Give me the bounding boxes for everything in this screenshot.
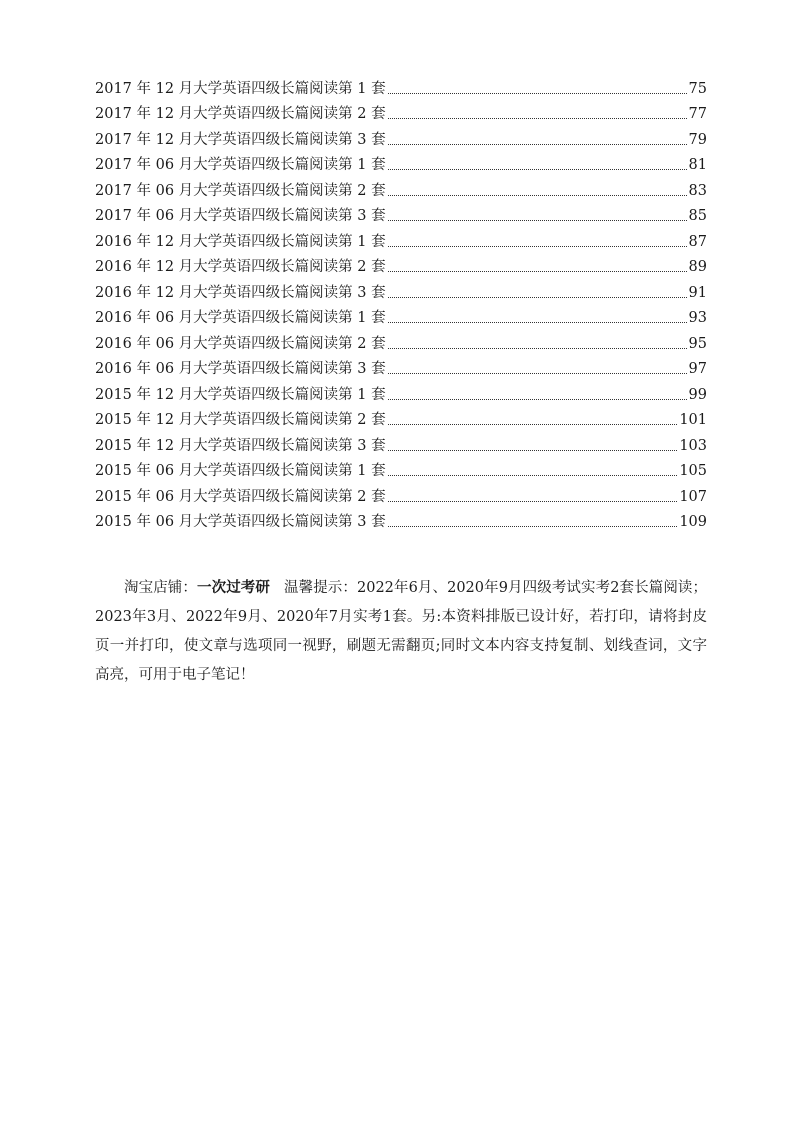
toc-entry-title: 2015 年 12 月大学英语四级长篇阅读第 2 套 [95,412,386,428]
toc-entry-page-number: 83 [688,182,707,199]
toc-dot-leader [388,449,678,451]
toc-dot-leader [388,423,678,425]
note-paragraph [95,574,707,690]
toc-entry[interactable] [95,225,707,251]
toc-entry[interactable] [95,327,707,353]
toc-dot-leader [388,117,687,119]
toc-entry[interactable] [95,429,707,455]
toc-entry[interactable] [95,174,707,200]
toc-entry-title: 2017 年 06 月大学英语四级长篇阅读第 3 套 [95,208,386,224]
toc-entry-page-number: 95 [688,335,707,352]
toc-entry-page-number: 105 [679,463,707,479]
toc-entry-title: 2017 年 12 月大学英语四级长篇阅读第 2 套 [95,106,386,122]
toc-entry-title: 2016 年 06 月大学英语四级长篇阅读第 2 套 [95,335,386,352]
toc-entry[interactable] [95,251,707,277]
toc-dot-leader [388,270,687,272]
toc-entry-title: 2016 年 12 月大学英语四级长篇阅读第 2 套 [95,259,386,275]
toc-dot-leader [388,245,687,247]
toc-entry-page-number: 101 [679,412,707,428]
toc-entry[interactable] [95,98,707,124]
toc-entry-page-number: 79 [688,131,707,148]
toc-dot-leader [388,474,678,476]
toc-entry[interactable] [95,404,707,430]
toc-entry-title: 2015 年 06 月大学英语四级长篇阅读第 1 套 [95,463,386,479]
toc-dot-leader [388,321,687,323]
toc-entry-page-number: 75 [688,80,707,97]
toc-entry[interactable] [95,72,707,98]
toc-entry-page-number: 93 [688,310,707,326]
toc-entry[interactable] [95,353,707,379]
toc-entry-title: 2017 年 12 月大学英语四级长篇阅读第 3 套 [95,131,386,148]
toc-entry-title: 2015 年 12 月大学英语四级长篇阅读第 1 套 [95,386,386,403]
toc-dot-leader [388,194,687,196]
table-of-contents [95,72,707,531]
toc-entry-title: 2016 年 06 月大学英语四级长篇阅读第 1 套 [95,310,386,326]
toc-entry-title: 2015 年 12 月大学英语四级长篇阅读第 3 套 [95,437,386,454]
toc-entry[interactable] [95,506,707,532]
toc-dot-leader [388,168,687,170]
toc-dot-leader [388,525,678,527]
toc-entry-title: 2017 年 12 月大学英语四级长篇阅读第 1 套 [95,80,386,97]
toc-dot-leader [388,143,687,145]
toc-entry-page-number: 109 [679,514,707,530]
shop-name: 一次过考研 [197,580,270,596]
shop-label: 淘宝店铺： [124,580,197,596]
toc-entry[interactable] [95,302,707,328]
tip-text: 温馨提示：2022年6月、2020年9月四级考试实考2套长篇阅读；2023年3月、2022年9月、2020年7月实考1套。另:本资料排版已设计好，若打印，请将封皮页一并打印，使文章与选项同一视野，刷题无需翻页;同时文本内容支持复制、划线查词，文字高亮，可用于电子笔记！ [95,580,708,683]
toc-dot-leader [388,347,687,349]
toc-entry-page-number: 85 [688,208,707,224]
toc-dot-leader [388,372,687,374]
toc-entry[interactable] [95,378,707,404]
toc-entry-title: 2016 年 06 月大学英语四级长篇阅读第 3 套 [95,361,386,377]
toc-entry-title: 2015 年 06 月大学英语四级长篇阅读第 2 套 [95,488,386,505]
toc-dot-leader [388,398,687,400]
toc-entry-page-number: 103 [679,437,707,454]
toc-entry[interactable] [95,480,707,506]
toc-entry[interactable] [95,123,707,149]
toc-entry-title: 2017 年 06 月大学英语四级长篇阅读第 1 套 [95,157,386,173]
toc-entry-title: 2016 年 12 月大学英语四级长篇阅读第 3 套 [95,284,386,301]
toc-entry-title: 2015 年 06 月大学英语四级长篇阅读第 3 套 [95,514,386,530]
toc-entry[interactable] [95,149,707,175]
toc-entry-page-number: 89 [688,259,707,275]
toc-entry[interactable] [95,200,707,226]
toc-dot-leader [388,92,687,94]
toc-entry-title: 2017 年 06 月大学英语四级长篇阅读第 2 套 [95,182,386,199]
toc-entry-page-number: 91 [688,284,707,301]
toc-dot-leader [388,500,678,502]
toc-entry[interactable] [95,455,707,481]
toc-entry-page-number: 97 [688,361,707,377]
toc-entry[interactable] [95,276,707,302]
toc-entry-page-number: 99 [688,386,707,403]
toc-entry-title: 2016 年 12 月大学英语四级长篇阅读第 1 套 [95,233,386,250]
toc-entry-page-number: 87 [688,233,707,250]
toc-dot-leader [388,296,687,298]
toc-entry-page-number: 77 [688,106,707,122]
toc-dot-leader [388,219,687,221]
toc-entry-page-number: 81 [688,157,707,173]
toc-entry-page-number: 107 [679,488,707,505]
